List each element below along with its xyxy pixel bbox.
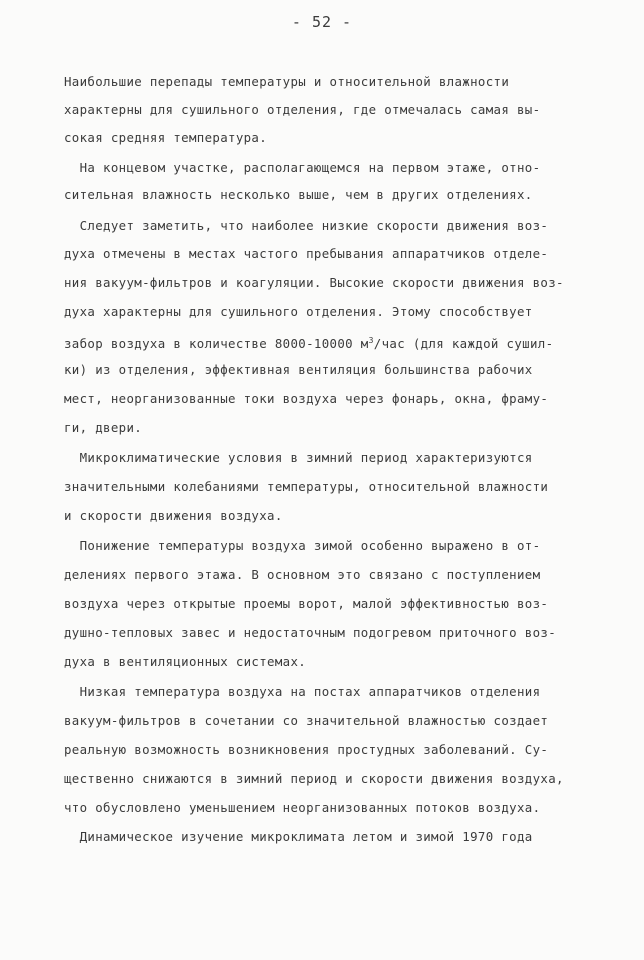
text-line-15: значительными колебаниями температуры, относительной влажности: [64, 479, 549, 494]
text-line-4: На концевом участке, располагающемся на первом этаже, отно-: [64, 160, 541, 175]
cubic-superscript: 3: [368, 336, 374, 345]
text-line-17: Понижение температуры воздуха зимой особенно выражено в от-: [64, 538, 541, 553]
text-line-10-main: забор воздуха в количестве 8000-10000 м: [64, 336, 369, 351]
text-line-12: мест, неорганизованные токи воздуха через фонарь, окна, фраму-: [64, 391, 549, 406]
text-line-6: Следует заметить, что наиболее низкие скорости движения воз-: [64, 218, 549, 233]
text-line-24: реальную возможность возникновения простудных заболеваний. Су-: [64, 742, 549, 757]
text-line-20: душно-тепловых завес и недостаточным подогревом приточного воз-: [64, 625, 557, 640]
text-line-18: делениях первого этажа. В основном это связано с поступлением: [64, 567, 541, 582]
text-line-13: ги, двери.: [64, 420, 143, 435]
text-line-19: воздуха через открытые проемы ворот, малой эффективностью воз-: [64, 596, 549, 611]
text-line-22: Низкая температура воздуха на постах аппаратчиков отделения: [64, 684, 541, 699]
text-line-2: характерны для сушильного отделения, где отмечалась самая вы-: [64, 102, 541, 117]
page-number: - 52 -: [291, 13, 353, 31]
text-line-9: духа характерны для сушильного отделения. Этому способствует: [64, 304, 533, 319]
text-line-23: вакуум-фильтров в сочетании со значительной влажностью создает: [64, 713, 549, 728]
text-line-5: сительная влажность несколько выше, чем в других отделениях.: [64, 187, 533, 202]
text-line-21: духа в вентиляционных системах.: [64, 654, 307, 669]
text-line-10-tail: /час (для каждой сушил-: [373, 336, 554, 351]
text-line-16: и скорости движения воздуха.: [64, 508, 283, 523]
text-line-1: Наибольшие перепады температуры и относительной влажности: [64, 74, 510, 89]
text-line-3: сокая средняя температура.: [64, 130, 268, 145]
text-line-7: духа отмечены в местах частого пребывания аппаратчиков отделе-: [64, 246, 549, 261]
text-line-14: Микроклиматические условия в зимний период характеризуются: [64, 450, 533, 465]
text-line-10: [64, 333, 553, 352]
text-line-8: ния вакуум-фильтров и коагуляции. Высокие скорости движения воз-: [64, 275, 564, 290]
text-line-25: щественно снижаются в зимний период и скорости движения воздуха,: [64, 771, 564, 786]
text-line-27: Динамическое изучение микроклимата летом и зимой 1970 года: [64, 829, 533, 844]
text-line-26: что обусловлено уменьшением неорганизованных потоков воздуха.: [64, 800, 541, 815]
text-line-11: ки) из отделения, эффективная вентиляция большинства рабочих: [64, 362, 533, 377]
